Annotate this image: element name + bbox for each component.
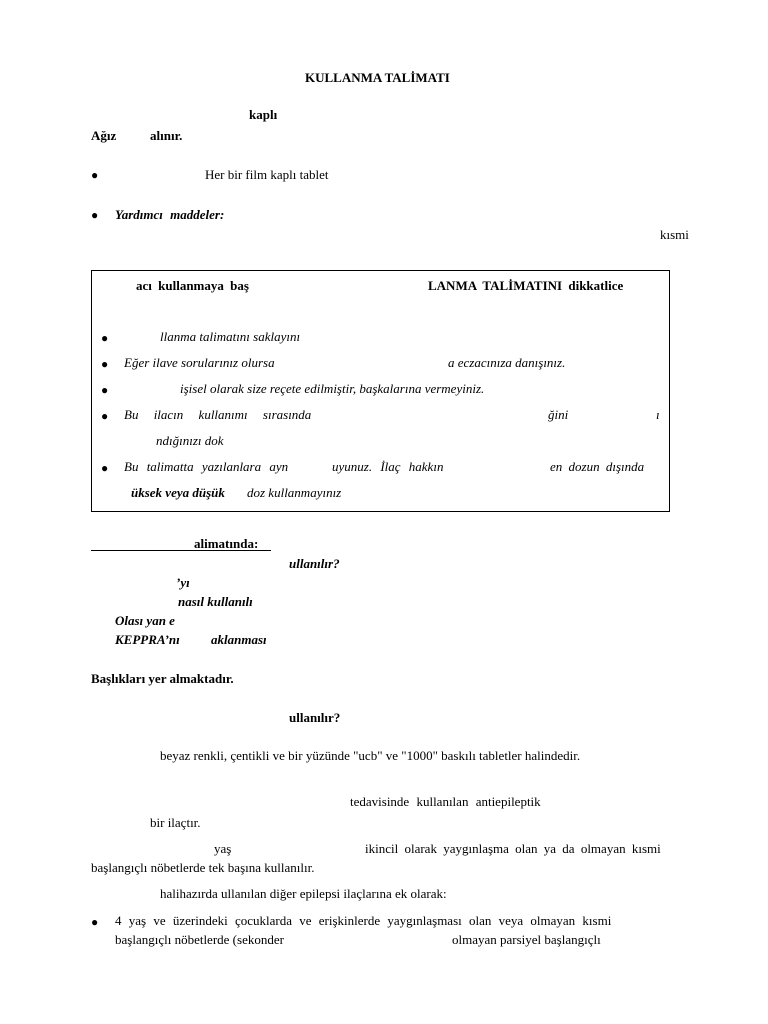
warning-item-during-use-end: ı (656, 407, 660, 422)
bullet-icon: ● (101, 357, 109, 371)
section1-line-d: başlangıçlı nöbetlerde tek başına kullanılır. (91, 860, 315, 875)
warning-item-dose-bold: üksek veya düşük (131, 485, 225, 500)
headings-note: Başlıkları yer almaktadır. (91, 671, 234, 686)
composition-kismi: kısmi (660, 227, 689, 242)
toc-item-usage: ullanılır? (289, 556, 340, 571)
toc-heading: alimatında: (194, 536, 259, 551)
warning-item-questions-end: a eczacınıza danışınız. (448, 355, 566, 370)
section1-bullet-line1: 4 yaş ve üzerindeki çocuklarda ve erişkinlerde yaygınlaşması olan veya olmayan kısmi (115, 913, 612, 928)
warning-line1-left: acı kullanmaya baş (136, 278, 249, 293)
warning-line1-right: LANMA TALİMATINI dikkatlice (428, 278, 624, 293)
warning-item-during-use-cont: ndığınızı dok (156, 433, 224, 448)
section1-description: beyaz renkli, çentikli ve bir yüzünde "ucb" ve "1000" baskılı tabletler halindedir. (160, 748, 581, 763)
warning-item-dose-rest: doz kullanmayınız (247, 485, 342, 500)
bullet-icon: ● (91, 915, 99, 929)
section1-bullet-line2-right: olmayan parsiyel başlangıçlı (452, 932, 601, 947)
warning-item-follow-end: en dozun dışında (550, 459, 645, 474)
document-title: KULLANMA TALİMATI (305, 70, 450, 85)
warning-item-questions: Eğer ilave sorularınız olursa (124, 355, 275, 370)
warning-item-follow-mid: uyunuz. İlaç hakkın (332, 459, 444, 474)
warning-item-keep-leaflet: llanma talimatını saklayını (160, 329, 301, 344)
bullet-icon: ● (101, 409, 109, 423)
bullet-icon: ● (101, 331, 109, 345)
toc-item-storage-right: aklanması (211, 632, 267, 647)
section1-bullet-line2-left: başlangıçlı nöbetlerde (sekonder (115, 932, 284, 947)
header-kapli: kaplı (249, 107, 278, 122)
section1-line-c-right: ikincil olarak yaygınlaşma olan ya da olmayan kısmi (365, 841, 661, 856)
bullet-icon: ● (101, 461, 109, 475)
warning-item-follow: Bu talimatta yazılanlara ayn (124, 459, 289, 474)
section1-line-c-left: yaş (214, 841, 232, 856)
section1-line-b: bir ilaçtır. (150, 815, 201, 830)
section1-heading: ullanılır? (289, 710, 341, 725)
warning-item-personal: işisel olarak size reçete edilmiştir, başkalarına vermeyiniz. (180, 381, 485, 396)
warning-item-during-use-mid: ğini (548, 407, 569, 422)
composition-tablet-text: Her bir film kaplı tablet (205, 167, 329, 182)
bullet-icon: ● (91, 208, 99, 222)
toc-item-before-use: ’yı (176, 575, 190, 590)
toc-item-how-to-use: nasıl kullanılı (178, 594, 253, 609)
header-alinir: alınır. (150, 128, 183, 143)
bullet-icon: ● (101, 383, 109, 397)
toc-item-side-effects: Olası yan e (115, 613, 175, 628)
excipients-label: Yardımcı maddeler: (115, 207, 225, 222)
section1-line-e: halihazırda ullanılan diğer epilepsi ilaçlarına ek olarak: (160, 886, 447, 901)
toc-item-storage-left: KEPPRA’nı (115, 632, 180, 647)
warning-item-during-use: Bu ilacın kullanımı sırasında (124, 407, 312, 422)
header-agiz: Ağız (91, 128, 117, 143)
bullet-icon: ● (91, 168, 99, 182)
section1-line-a: tedavisinde kullanılan antiepileptik (350, 794, 541, 809)
